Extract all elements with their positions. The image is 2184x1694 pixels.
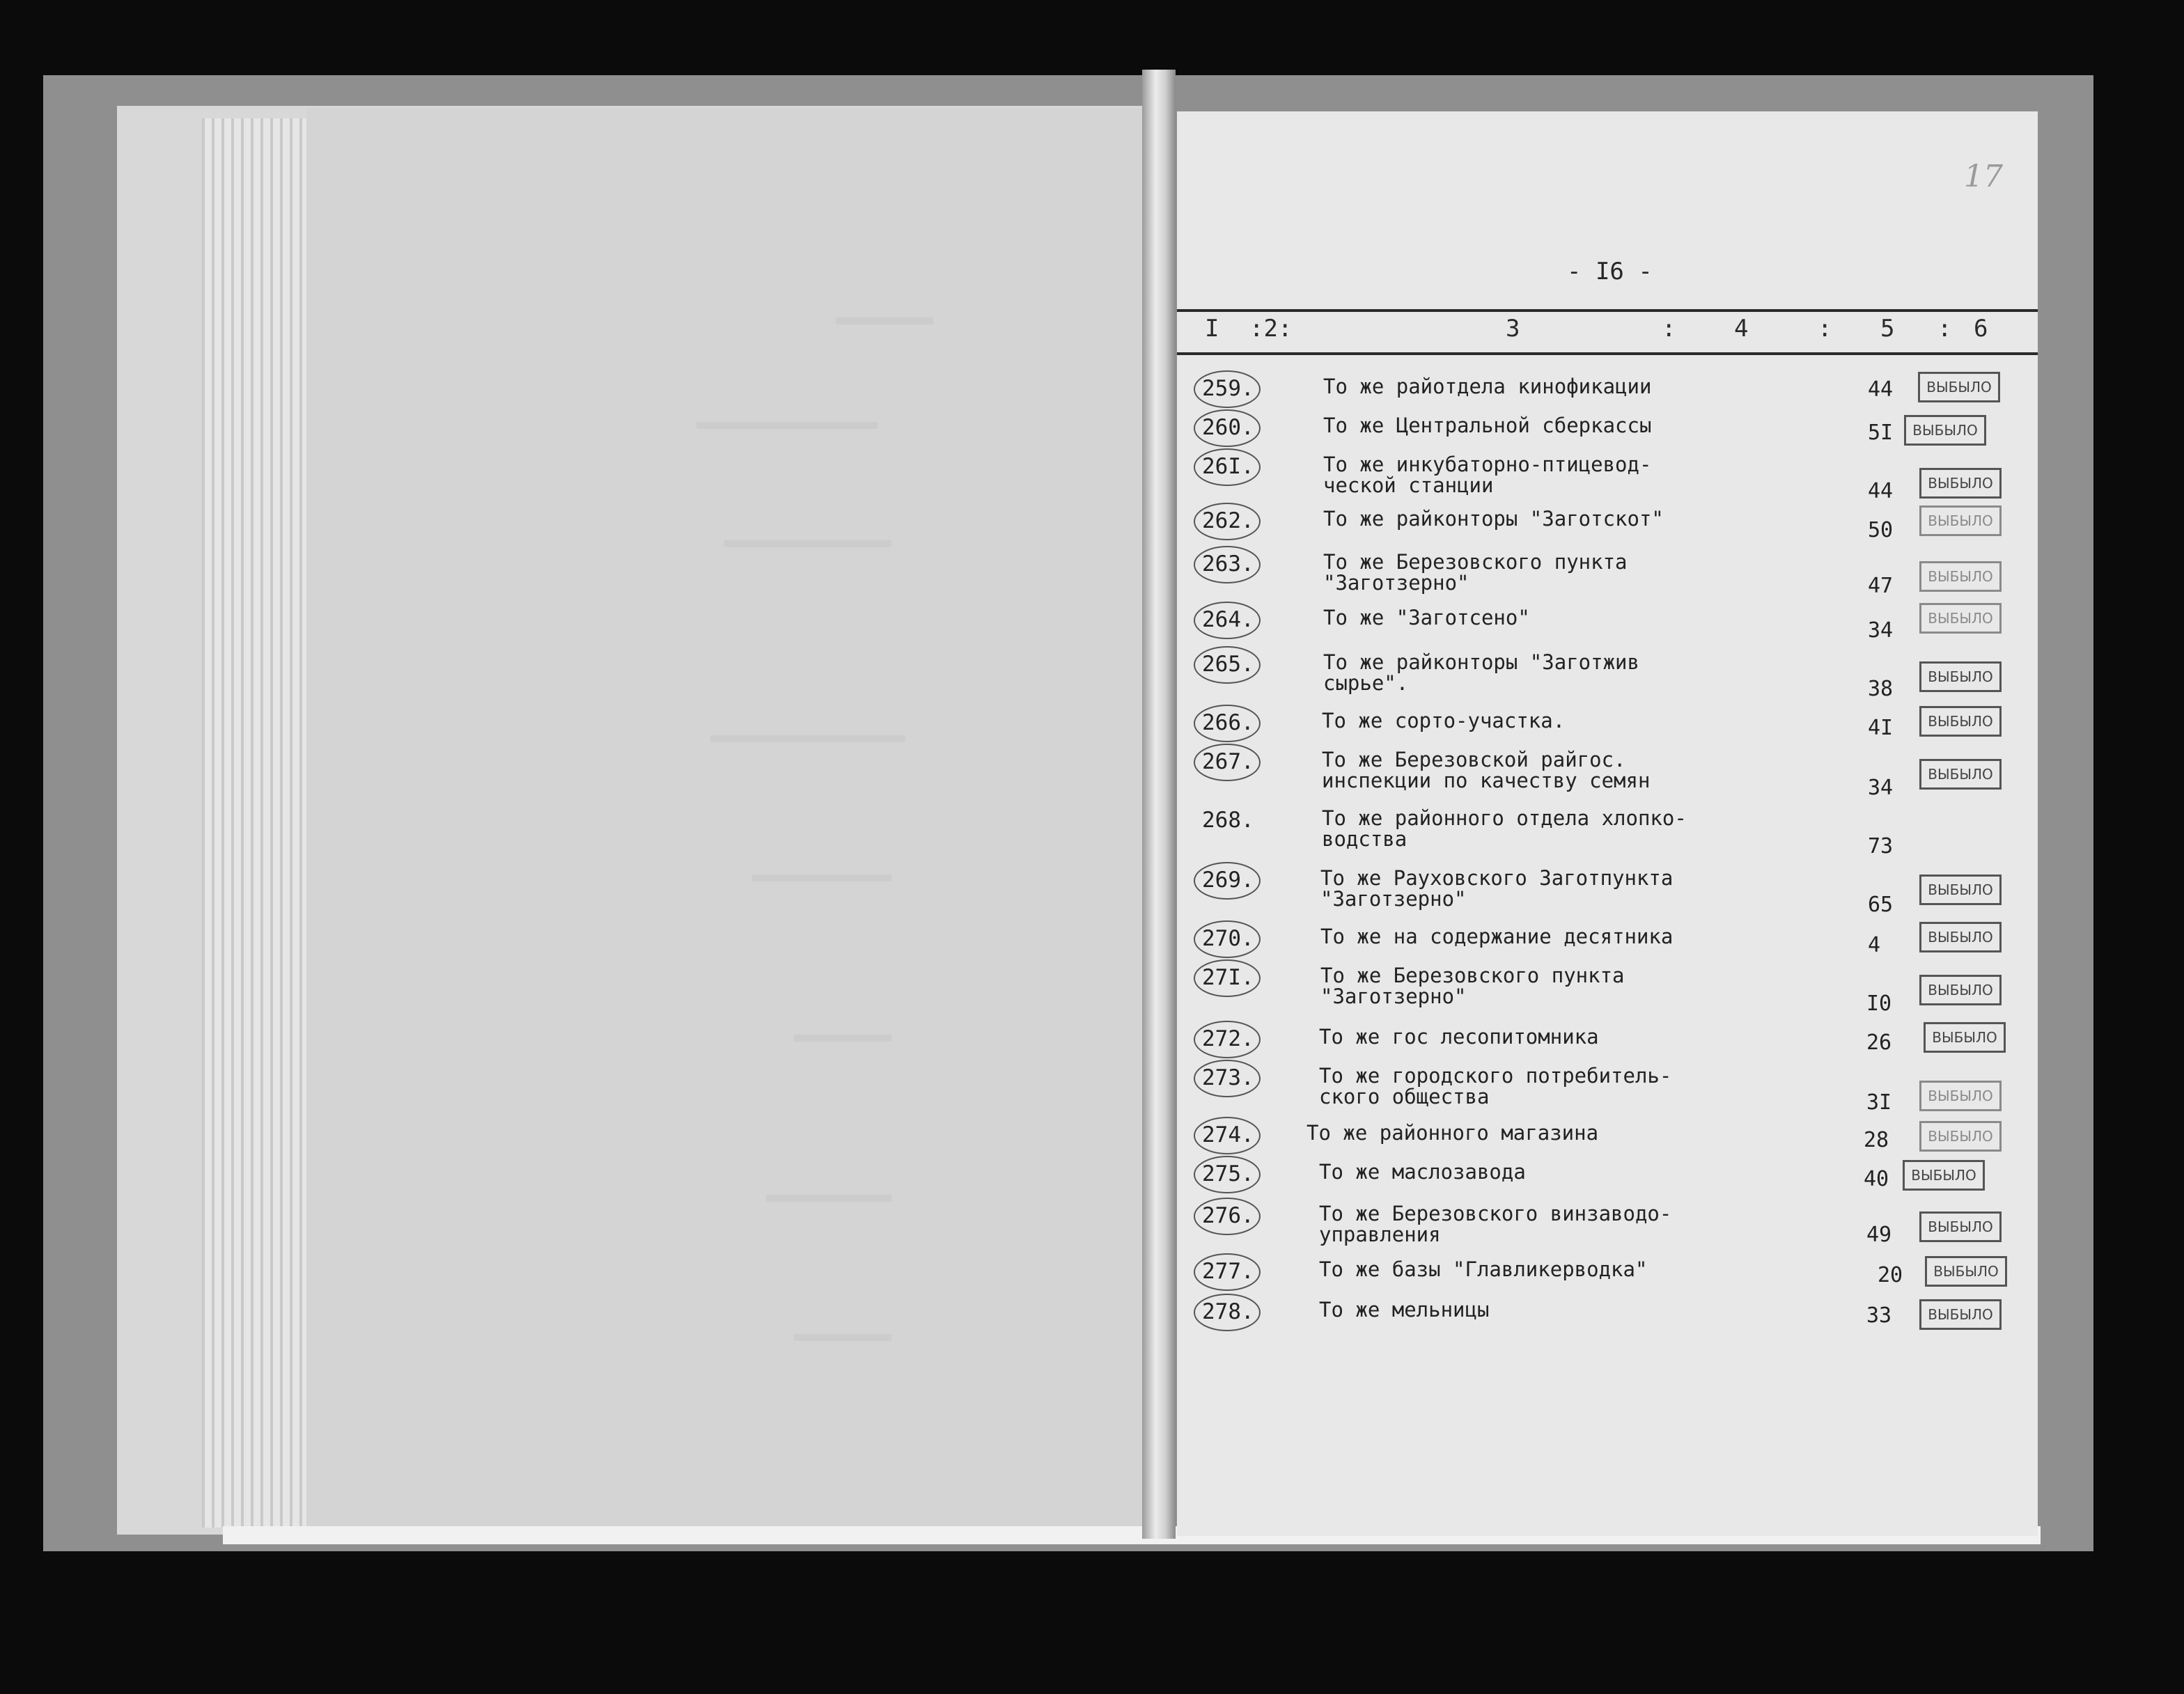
bleed-through-mark bbox=[696, 422, 878, 429]
withdrawn-stamp: ВЫБЫЛО bbox=[1919, 1299, 2002, 1330]
row-description: То же райотдела кинофикации bbox=[1323, 375, 1652, 398]
pencil-page-number: 17 bbox=[1964, 159, 2003, 194]
col-separator: : bbox=[1937, 315, 1952, 343]
row-value: 44 bbox=[1868, 377, 1894, 402]
withdrawn-stamp: ВЫБЫЛО bbox=[1919, 468, 2002, 499]
withdrawn-stamp: ВЫБЫЛО bbox=[1919, 975, 2002, 1005]
col-separator: : bbox=[1818, 315, 1832, 343]
row-value: 33 bbox=[1866, 1303, 1892, 1328]
col-header-2: :2: bbox=[1249, 315, 1293, 343]
row-number: 259. bbox=[1202, 376, 1254, 401]
bleed-through-mark bbox=[752, 875, 891, 881]
withdrawn-stamp: ВЫБЫЛО bbox=[1919, 1211, 2002, 1242]
row-number: 274. bbox=[1202, 1122, 1254, 1147]
row-value: 3I bbox=[1866, 1090, 1892, 1115]
withdrawn-stamp: ВЫБЫЛО bbox=[1919, 661, 2002, 692]
row-description: То же Березовского пункта "Заготзерно" bbox=[1323, 550, 1628, 595]
withdrawn-stamp: ВЫБЫЛО bbox=[1904, 415, 1986, 446]
withdrawn-stamp: ВЫБЫЛО bbox=[1919, 922, 2002, 952]
row-number: 276. bbox=[1202, 1203, 1254, 1228]
row-number: 269. bbox=[1202, 868, 1254, 893]
row-number: 264. bbox=[1202, 607, 1254, 632]
row-value: 38 bbox=[1868, 677, 1894, 701]
row-value: 65 bbox=[1868, 893, 1894, 917]
header-top-rule bbox=[1177, 309, 2038, 312]
withdrawn-stamp: ВЫБЫЛО bbox=[1924, 1022, 2006, 1053]
row-value: I0 bbox=[1866, 991, 1892, 1016]
row-value: 34 bbox=[1868, 618, 1894, 643]
row-value: 34 bbox=[1868, 776, 1894, 800]
withdrawn-stamp: ВЫБЫЛО bbox=[1919, 603, 2002, 634]
row-number: 273. bbox=[1202, 1065, 1254, 1090]
row-description: То же райконторы "Заготскот" bbox=[1323, 507, 1664, 531]
row-description: То же "Заготсено" bbox=[1323, 606, 1530, 629]
row-number: 277. bbox=[1202, 1259, 1254, 1284]
bleed-through-mark bbox=[794, 1035, 891, 1042]
row-description: То же Березовского пункта "Заготзерно" bbox=[1320, 964, 1625, 1008]
row-description: То же сорто-участка. bbox=[1322, 709, 1566, 732]
page-number: - I6 - bbox=[1567, 258, 1653, 285]
bleed-through-mark bbox=[710, 735, 905, 742]
row-description: То же мельницы bbox=[1319, 1298, 1490, 1322]
row-number: 262. bbox=[1202, 508, 1254, 533]
withdrawn-stamp: ВЫБЫЛО bbox=[1919, 1121, 2002, 1152]
withdrawn-stamp: ВЫБЫЛО bbox=[1918, 372, 2000, 402]
row-value: 44 bbox=[1868, 479, 1894, 503]
row-description: То же Центральной сберкассы bbox=[1323, 414, 1652, 437]
left-blank-page bbox=[306, 109, 1149, 1529]
row-number: 267. bbox=[1202, 749, 1254, 774]
row-description: То же районного отдела хлопко- водства bbox=[1322, 806, 1687, 851]
withdrawn-stamp: ВЫБЫЛО bbox=[1919, 561, 2002, 592]
col-separator: : bbox=[1662, 315, 1676, 343]
row-number: 272. bbox=[1202, 1026, 1254, 1051]
bleed-through-mark bbox=[836, 317, 933, 324]
row-description: То же на содержание десятника bbox=[1320, 925, 1674, 948]
row-number: 278. bbox=[1202, 1299, 1254, 1324]
row-number: 26I. bbox=[1202, 454, 1254, 479]
row-description: То же райконторы "Заготжив сырье". bbox=[1323, 650, 1639, 695]
row-value: 5I bbox=[1868, 421, 1894, 445]
row-description: То же городского потребитель- ского общества bbox=[1319, 1064, 1672, 1108]
bleed-through-mark bbox=[766, 1195, 891, 1202]
withdrawn-stamp: ВЫБЫЛО bbox=[1919, 706, 2002, 737]
row-value: 50 bbox=[1868, 518, 1894, 542]
row-value: 4 bbox=[1868, 933, 1881, 957]
row-value: 49 bbox=[1866, 1223, 1892, 1247]
bleed-through-mark bbox=[794, 1334, 891, 1341]
col-header-4: 4 bbox=[1734, 315, 1749, 343]
row-description: То же Березовского винзаводо- управления bbox=[1319, 1202, 1672, 1246]
col-header-5: 5 bbox=[1880, 315, 1895, 343]
row-description: То же базы "Главликерводка" bbox=[1319, 1257, 1648, 1281]
withdrawn-stamp: ВЫБЫЛО bbox=[1919, 759, 2002, 790]
book-spine bbox=[1142, 70, 1176, 1539]
row-value: 73 bbox=[1868, 834, 1894, 858]
bleed-through-mark bbox=[724, 540, 891, 547]
row-number: 266. bbox=[1202, 710, 1254, 735]
row-number: 260. bbox=[1202, 415, 1254, 440]
row-value: 26 bbox=[1866, 1030, 1892, 1055]
header-bottom-rule bbox=[1177, 352, 2038, 355]
row-description: То же Рауховского Заготпункта "Заготзерно" bbox=[1320, 866, 1674, 911]
row-description: То же маслозавода bbox=[1319, 1160, 1526, 1184]
row-number: 265. bbox=[1202, 652, 1254, 677]
withdrawn-stamp: ВЫБЫЛО bbox=[1925, 1256, 2007, 1287]
row-value: 47 bbox=[1868, 574, 1894, 598]
row-value: 20 bbox=[1878, 1263, 1903, 1287]
row-value: 40 bbox=[1864, 1167, 1889, 1191]
col-header-6: 6 bbox=[1974, 315, 1988, 343]
row-value: 28 bbox=[1864, 1128, 1889, 1152]
withdrawn-stamp: ВЫБЫЛО bbox=[1903, 1160, 1985, 1191]
row-value: 4I bbox=[1868, 716, 1894, 740]
withdrawn-stamp: ВЫБЫЛО bbox=[1919, 1081, 2002, 1111]
withdrawn-stamp: ВЫБЫЛО bbox=[1919, 875, 2002, 905]
row-number: 27I. bbox=[1202, 965, 1254, 990]
withdrawn-stamp: ВЫБЫЛО bbox=[1919, 505, 2002, 536]
row-description: То же инкубаторно-птицевод- ческой станции bbox=[1323, 453, 1652, 497]
row-number: 270. bbox=[1202, 926, 1254, 951]
row-description: То же районного магазина bbox=[1306, 1121, 1599, 1145]
col-header-1: I bbox=[1205, 315, 1219, 343]
row-number: 268. bbox=[1202, 808, 1254, 833]
page-stack-edge bbox=[202, 118, 306, 1528]
row-description: То же гос лесопитомника bbox=[1319, 1025, 1599, 1049]
row-number: 263. bbox=[1202, 551, 1254, 577]
row-number: 275. bbox=[1202, 1161, 1254, 1186]
row-description: То же Березовской райгос. инспекции по качеству семян bbox=[1322, 748, 1651, 792]
col-header-3: 3 bbox=[1506, 315, 1520, 343]
